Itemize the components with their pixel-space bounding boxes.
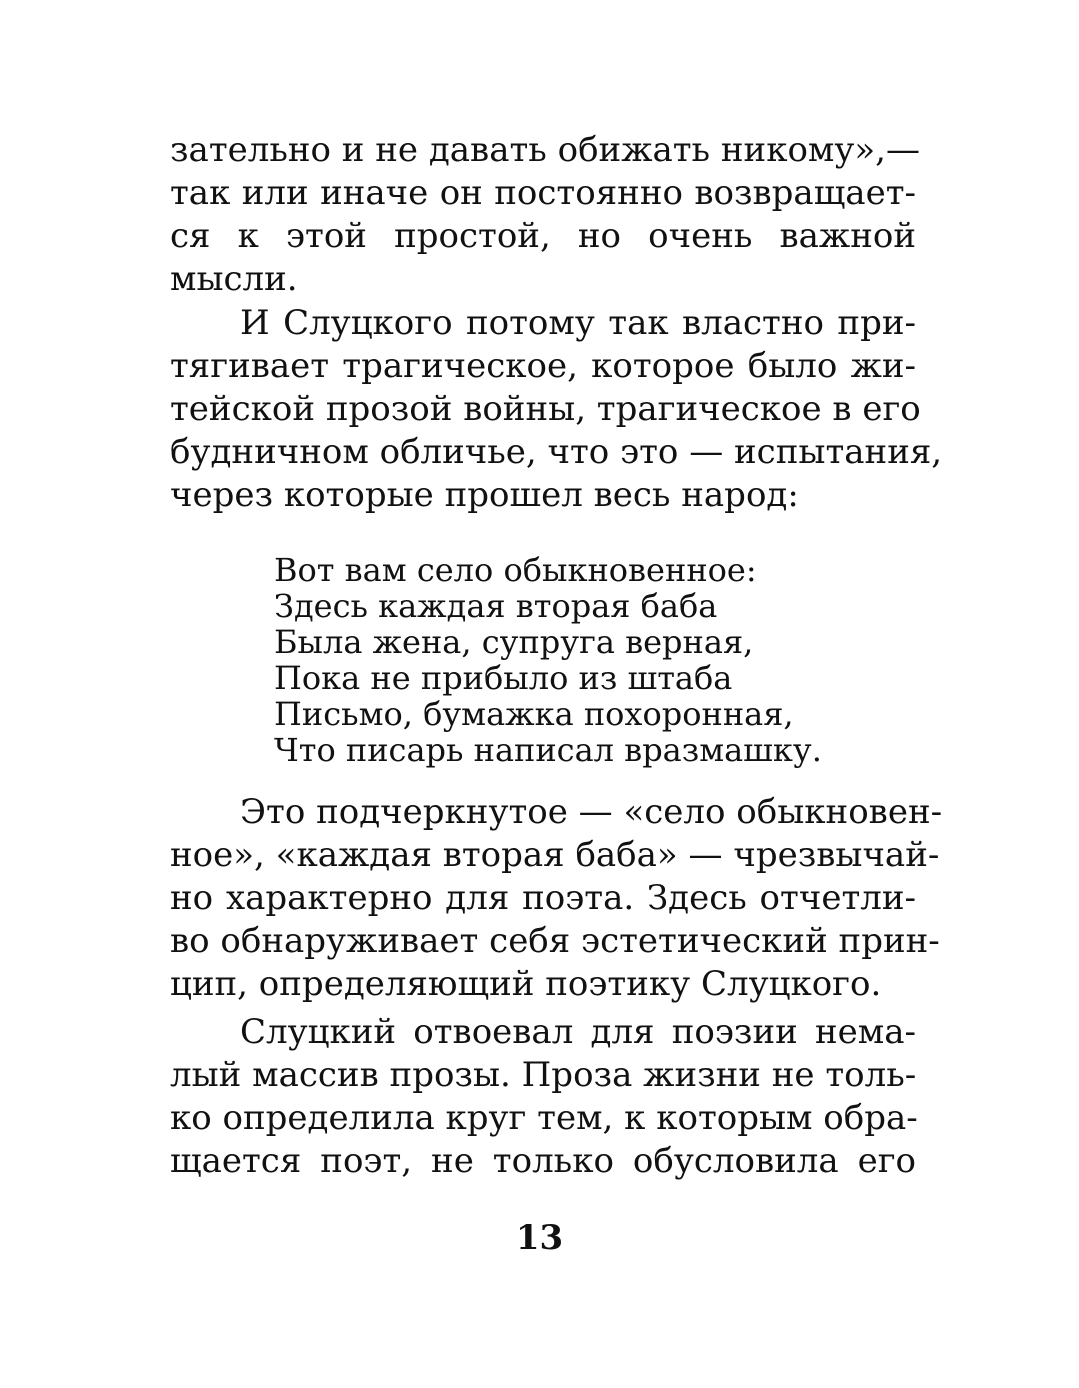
text-line: тягивает трагическое, которое было жи- xyxy=(170,346,916,386)
poem-line: Вот вам село обыкновенное: xyxy=(274,551,757,589)
text-line: Это подчеркнутое — «село обыкновен- xyxy=(240,792,943,832)
text-line: Слуцкий отвоевал для поэзии нема- xyxy=(240,1012,916,1052)
poem-line: Здесь каждая вторая баба xyxy=(274,587,718,625)
text-line: ся к этой простой, но очень важной xyxy=(170,216,916,256)
poem-line: Была жена, супруга верная, xyxy=(274,623,754,661)
text-line: тейской прозой войны, трагическое в его xyxy=(170,389,921,429)
text-line: но характерно для поэта. Здесь отчетли- xyxy=(170,878,916,918)
poem-line: Пока не прибыло из штаба xyxy=(274,659,733,697)
text-line: лый массив прозы. Проза жизни не толь- xyxy=(170,1055,917,1095)
text-line: будничном обличье, что это — испытания, xyxy=(170,432,943,472)
text-line: во обнаруживает себя эстетический прин- xyxy=(170,921,940,961)
text-line: ное», «каждая вторая баба» — чрезвычай- xyxy=(170,835,940,875)
text-line: ко определила круг тем, к которым обра- xyxy=(170,1098,918,1138)
poem-line: Что писарь написал вразмашку. xyxy=(274,731,822,769)
text-line: цип, определяющий поэтику Слуцкого. xyxy=(170,964,882,1004)
text-line: щается поэт, не только обусловила его xyxy=(170,1141,916,1181)
text-line: мысли. xyxy=(170,259,298,299)
text-line: зательно и не давать обижать никому»,— xyxy=(170,130,920,170)
page-number: 13 xyxy=(515,1218,564,1258)
text-line: И Слуцкого потому так властно при- xyxy=(240,303,916,343)
poem-line: Письмо, бумажка похоронная, xyxy=(274,695,794,733)
text-line: так или иначе он постоянно возвращает- xyxy=(170,173,916,213)
text-line: через которые прошел весь народ: xyxy=(170,475,799,515)
